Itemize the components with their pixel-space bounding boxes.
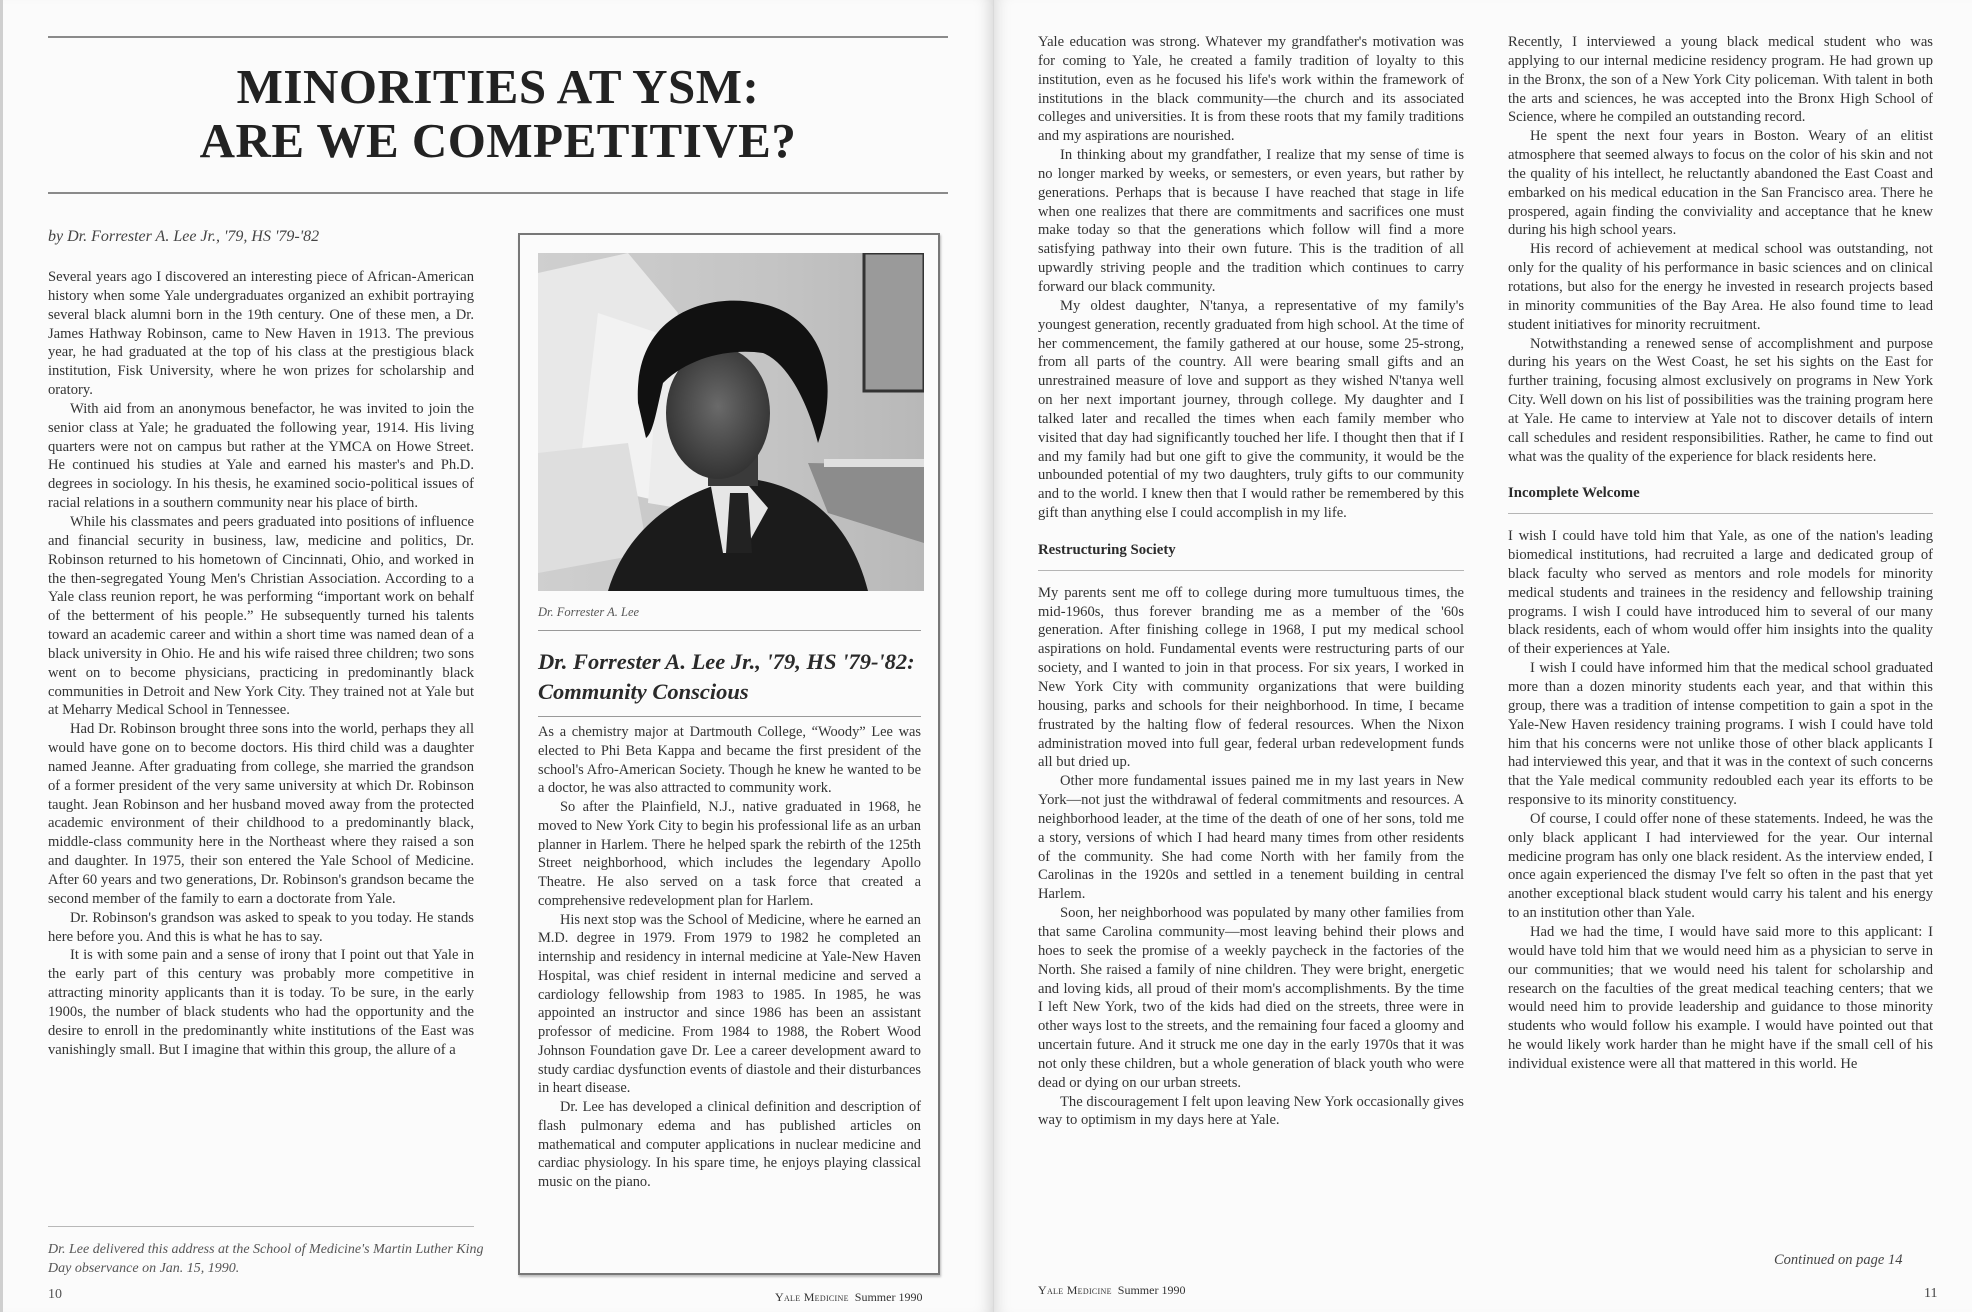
right-page [994, 0, 1972, 1312]
paragraph: It is with some pain and a sense of irony that I point out that Yale in the early part of this century was probably more competitive in attracting minority applicants than it is today. To be sure, in the early 1900s, the number of black students who had the opportunity and the desire to enroll in the predominantly white institutions of the East was vanishingly small. But I imagine that within this group, the allure of a [48, 947, 474, 1058]
paragraph: Recently, I interviewed a young black medical student who was applying to our internal medicine residency program. He had grown up in the Bronx, the son of a New York City policeman. With talent in both the arts and sciences, he was accepted into the Bronx High School of Science, where he compiled an outstanding record. [1508, 34, 1933, 126]
photo-caption: Dr. Forrester A. Lee [538, 605, 640, 619]
section-heading-incomplete-welcome: Incomplete Welcome [1508, 485, 1640, 502]
footnote-rule [48, 1226, 474, 1227]
paragraph: My parents sent me off to college during more tumultuous times, the mid-1960s, thus forever branding me as a member of the '60s generation. After finishing college in 1968, I put my medical school aspirations on hold. Fundamental events were restructuring parts of our society, and I wanted to join in that process. For six years, I worked in New York City with community organizations that were building housing, parks and schools for their neighborhood. In time, I became frustrated by the halting flow of federal resources. When the Nixon administration moved into full gear, federal urban redevelopment funds all but dried up. [1038, 584, 1464, 771]
portrait-photo [538, 253, 924, 591]
sidebar-rule-bottom [538, 716, 921, 717]
title-line-2: ARE WE COMPETITIVE? [199, 113, 797, 168]
issue-date: Summer 1990 [1117, 1283, 1186, 1297]
paragraph: Several years ago I discovered an interesting piece of African-American history when some Yale undergraduates organized an exhibit portraying several black alumni born in the 19th century. One of these men, a Dr. James Hathway Robinson, came to New Haven in 1913. The previous year, he had graduated at the top of his class at the prestigious black institution, Fisk University, where he won prizes for scholarship and oratory. [48, 269, 474, 399]
paragraph: He spent the next four years in Boston. Weary of an elitist atmosphere that seemed always to focus on the color of his skin and not the quality of his intellect, he reluctantly abandoned the East Coast and embarked on his medical education in the San Francisco area. There he prospered, again finding the conviviality and acceptance that he knew during his high school years. [1508, 128, 1933, 239]
sidebar-heading-line-1: Dr. Forrester A. Lee Jr., '79, HS '79-'82: [538, 649, 915, 674]
sidebar-heading-line-2: Community Conscious [538, 679, 749, 704]
sidebar-rule-top [538, 630, 921, 631]
paragraph: Other more fundamental issues pained me in my last years in New York—not just the withdrawal of federal commitments and resources. A neighborhood leader, at the time of the death of one of her sons, told me a story, versions of which I had heard many times from other residents of the community. She had come North with her family from the Carolinas in the 1920s and settled in a tenement building in central Harlem. [1038, 773, 1464, 903]
right-article-column-1 [1038, 33, 1464, 1130]
issue-date: Summer 1990 [854, 1290, 923, 1304]
section-rule [1508, 513, 1933, 514]
paragraph: Had we had the time, I would have said more to this applicant: I would have told him that we would need him as a physician to serve in our communities; that we would need his talent for scholarship and research on the faculties of the great medical teaching centers; that we would need him to provide leadership and guidance to those minority students who would follow his example. I would have pointed out that he would likely work harder than he might have if the small cell of his individual existence were all that mattered in this world. He [1508, 923, 1933, 1072]
page-number-left: 10 [48, 1287, 62, 1302]
publication-name: Yale Medicine [775, 1290, 849, 1304]
portrait-photo-image [538, 253, 924, 591]
footnote: Dr. Lee delivered this address at the School of Medicine's Martin Luther King Day observance on Jan. 15, 1990. [48, 1242, 484, 1276]
right-article-column-2 [1508, 33, 1933, 1074]
paragraph: Dr. Lee has developed a clinical definition and description of flash pulmonary edema and has published articles on mathematical and computer applications in nuclear medicine and cardiac physiology. In his spare time, he enjoys playing classical music on the piano. [538, 1099, 921, 1190]
paragraph: I wish I could have told him that Yale, as one of the nation's leading biomedical institutions, had recruited a large and dedicated group of black faculty who served as mentors and role models for minority medical students and trainees in the residency and fellowship training programs. I wish I could have introduced him to several of our many black residents, each of whom would offer him insights into the quality of their experiences at Yale. [1508, 528, 1933, 658]
paragraph: His record of achievement at medical school was outstanding, not only for the quality of his performance in basic sciences and on clinical rotations, but also for the energy he invested in research projects based in minority communities of the Bay Area. He also found time to lead student initiatives for minority recruitment. [1508, 241, 1933, 333]
masthead-right [1038, 1283, 1185, 1298]
paragraph: I wish I could have informed him that the medical school graduated more than a dozen minority students each year, and that within this group, there was a tradition of intense competition to gain a spot in the Yale-New Haven residency training programs. I wish I could have told him that his concerns were not unlike those of other black applicants I had interviewed this year, and that it was in the context of such concerns that the Yale medical community redoubled each year its efforts to be responsive to its minority constituency. [1508, 660, 1933, 809]
article-title [48, 60, 948, 168]
paragraph: As a chemistry major at Dartmouth College, “Woody” Lee was elected to Phi Beta Kappa and became the first president of the school's Afro-American Society. Though he knew he wanted to be a doctor, he was also attracted to community work. [538, 724, 921, 797]
byline: by Dr. Forrester A. Lee Jr., '79, HS '79-'82 [48, 228, 320, 245]
publication-name: Yale Medicine [1038, 1283, 1112, 1297]
paragraph: Dr. Robinson's grandson was asked to speak to you today. He stands here before you. And this is what he has to say. [48, 909, 474, 945]
paragraph: In thinking about my grandfather, I realize that my sense of time is no longer marked by weeks, or semesters, or even years, but rather by generations. Perhaps that is because I have reached that stage in life when one realizes that there are commitments and sacrifices one must make today so that the generations which follow will find a more satisfying pathway into their own future. This is the tradition of all upwardly striving people and the tradition which continues to carry forward our black community. [1038, 147, 1464, 295]
title-bottom-rule [48, 192, 948, 194]
paragraph: The discouragement I felt upon leaving New York occasionally gives way to optimism in my days here at Yale. [1038, 1093, 1464, 1129]
paragraph: His next stop was the School of Medicine, where he earned an M.D. degree in 1979. From 1979 to 1982 he completed an internship and residency in internal medicine at Yale-New Haven Hospital, was chief resident in internal medicine and served a cardiology fellowship from 1983 to 1985. In 1985, he was appointed an instructor and since 1986 has been an assistant professor of medicine. From 1984 to 1988, the Robert Wood Johnson Foundation gave Dr. Lee a career development award to study cardiac dysfunction events of diastole and their disturbances in heart disease. [538, 911, 921, 1097]
page-number-right: 11 [1924, 1286, 1938, 1301]
paragraph: Of course, I could offer none of these statements. Indeed, he was the only black applicant I had interviewed for the year. Our internal medicine program has only one black resident. As the interview ended, I once again experienced the dismay I've felt so often in the past that yet another exceptional black student would carry his talent and his energy to an institution other than Yale. [1508, 810, 1933, 922]
paragraph: So after the Plainfield, N.J., native graduated in 1968, he moved to New York City to begin his professional life as an urban planner in Harlem. There he helped spark the rebirth of the 125th Street neighborhood, which includes the legendary Apollo Theatre. He also served on a task force that created a comprehensive redevelopment plan for Harlem. [538, 799, 921, 909]
paragraph: Yale education was strong. Whatever my grandfather's motivation was for coming to Yale, he created a family tradition of loyalty to this institution, even as he focused his life's work within the framework of institutions in the black community—the church and its associated colleges and universities. It is from these roots that my family traditions and my aspirations are nourished. [1038, 34, 1464, 145]
masthead-left [775, 1290, 922, 1305]
paragraph: My oldest daughter, N'tanya, a representative of my family's youngest generation, recently graduated from high school. At the time of her commencement, the family gathered at our house, some 25-strong, from all parts of the country. All were bearing small gifts and an unrestrained measure of love and support as they wished N'tanya well on her next important journey, through college. My daughter and I talked later and recalled the times when each family member who visited that day had significantly touched her life. I thought then that if I and my family had but one gift to give the community, it would be the unbounded potential of my two daughters, truly gifts to our community and to the world. I knew then that I would rather be remembered by this gift than anything else I could accomplish in my life. [1038, 297, 1464, 522]
continued-on-link: Continued on page 14 [1774, 1252, 1903, 1268]
paragraph: Had Dr. Robinson brought three sons into the world, perhaps they all would have gone on to become doctors. His third child was a daughter named Jeanne. After graduating from college, she married the grandson of a former president of the very same university at which Dr. Robinson taught. Jean Robinson and her husband moved away from the protected academic environment of their childhood to a predominantly black, middle-class community here in the Northeast where they raised a son and daughter. In 1975, their son entered the Yale School of Medicine. After 60 years and two generations, Dr. Robinson's grandson became the second member of the family to earn a doctorate from Yale. [48, 721, 474, 907]
paragraph: Soon, her neighborhood was populated by many other families from that same Carolina community—most leaving behind their plows and hoes to seek the promise of a weekly paycheck in the factories of the North. She raised a family of nine children. They were bright, energetic and loving kids, all proud of their mom's accomplishments. By the time I left New York, two of the kids had died on the streets, three were in other ways lost to the streets, and the remaining four faced a gloomy and uncertain future. And it struck me one day in the early 1970s that it was not only these children, but a whole generation of black youth who were dead or dying on our urban streets. [1038, 905, 1464, 1091]
sidebar-heading [538, 647, 924, 707]
section-heading-restructuring-society: Restructuring Society [1038, 541, 1176, 558]
title-line-1: MINORITIES AT YSM: [236, 59, 760, 114]
profile-sidebar [518, 233, 940, 1275]
sidebar-body [538, 723, 921, 1192]
section-rule [1038, 570, 1464, 571]
paragraph: While his classmates and peers graduated into positions of influence and financial security in business, law, medicine and politics, Dr. Robinson returned to his hometown of Cincinnati, Ohio, and worked in the then-segregated Young Men's Christian Association. According to a Yale class reunion report, he was performing “important work on behalf of the betterment of his people.” He subsequently turned his talents toward an academic career and within a short time was named dean of a black university in Ohio. He and his wife raised three children; two sons went on to become physicians, practicing in predominantly black communities in Detroit and New York City. They trained not at Yale but at Meharry Medical School in Tennessee. [48, 513, 474, 719]
title-top-rule [48, 36, 948, 38]
left-article-column [48, 268, 474, 1059]
paragraph: With aid from an anonymous benefactor, he was invited to join the senior class at Yale; he graduated the following year, 1914. His living quarters were not on campus but rather at the YMCA on Howe Street. He continued his studies at Yale and earned his master's and Ph.D. degrees in sociology. In his thesis, he examined socio-political issues of racial relations in a southern community near his place of birth. [48, 400, 474, 512]
paragraph: Notwithstanding a renewed sense of accomplishment and purpose during his years on the West Coast, he set his sights on the East for further training, focusing almost exclusively on programs in New York City. Well down on his list of possibilities was the training program here at Yale. He came to interview at Yale not to discover details of intern call schedules and resident responsibilities. Rather, he came to find out what was the quality of the experience for black residents here. [1508, 335, 1933, 465]
